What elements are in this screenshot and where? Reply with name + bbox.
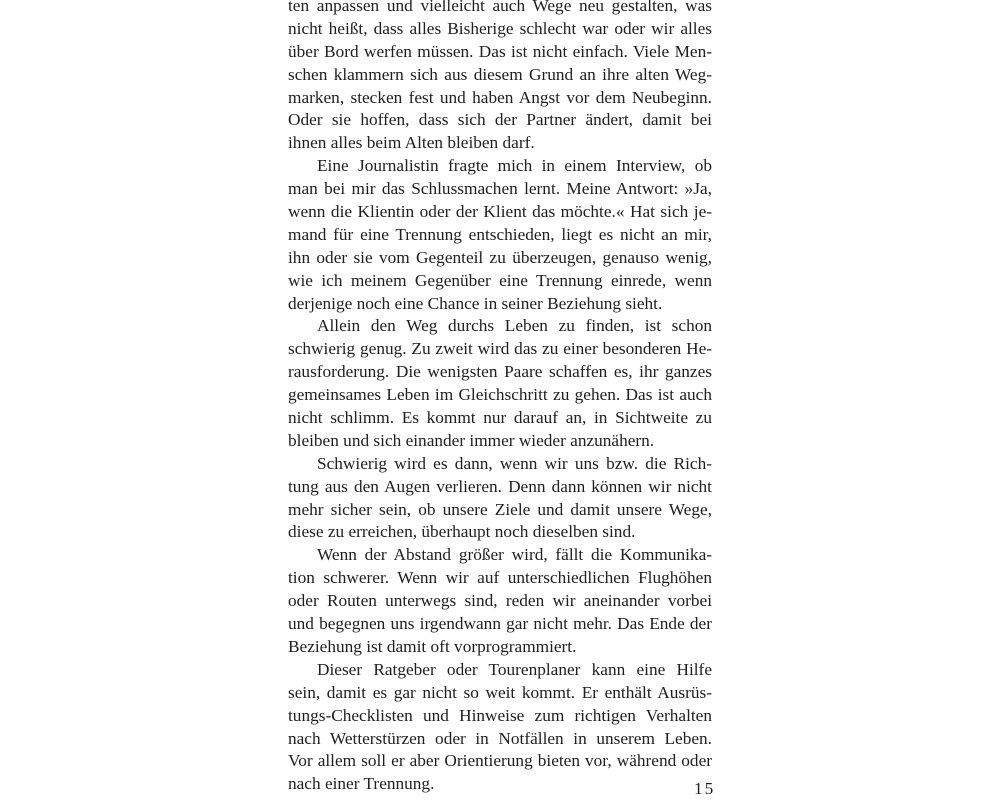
- text-line: Dieser Ratgeber oder Tourenplaner kann eine Hilfe: [317, 659, 712, 679]
- text-line: Eine Journalistin fragte mich in einem Interview, ob: [317, 156, 712, 176]
- paragraph: [288, 155, 712, 315]
- text-line: nicht heißt, dass alles Bisherige schlecht war oder wir alles: [288, 18, 712, 38]
- text-line: ihn oder sie vom Gegenteil zu überzeugen, genauso wenig,: [288, 247, 712, 267]
- text-line: nicht schlimm. Es kommt nur darauf an, in Sichtweite zu: [288, 408, 712, 428]
- text-line: diese zu erreichen, überhaupt noch dieselben sind.: [288, 522, 636, 542]
- text-line: ten anpassen und vielleicht auch Wege neu gestalten, was: [288, 0, 712, 15]
- text-line: ihnen alles beim Alten bleiben darf.: [288, 133, 535, 153]
- text-line: gemeinsames Leben im Gleichschritt zu gehen. Das ist auch: [288, 385, 712, 405]
- text-line: tion schwerer. Wenn wir auf unterschiedlichen Flughöhen: [288, 568, 712, 588]
- text-line: mehr sicher sein, ob unsere Ziele und damit unsere Wege,: [288, 499, 712, 519]
- text-line: sein, damit es gar nicht so weit kommt. Er enthält Ausrüs-: [288, 682, 712, 702]
- paragraph: [288, 0, 712, 155]
- text-line: Wenn der Abstand größer wird, fällt die Kommunika-: [317, 545, 712, 565]
- text-line: Allein den Weg durchs Leben zu finden, ist schon: [317, 316, 712, 336]
- paragraph: [288, 659, 712, 796]
- text-line: nach Wetterstürzen oder in Notfällen in unserem Leben.: [288, 728, 712, 748]
- text-line: tungs-Checklisten und Hinweise zum richtigen Verhalten: [288, 705, 712, 725]
- text-line: wenn die Klientin oder der Klient das möchte.« Hat sich je-: [288, 202, 712, 222]
- text-line: schwierig genug. Zu zweit wird das zu einer besonderen He-: [288, 339, 712, 359]
- text-line: und begegnen uns irgendwann gar nicht mehr. Das Ende der: [288, 614, 712, 634]
- text-line: marken, stecken fest und haben Angst vor dem Neubeginn.: [288, 87, 712, 107]
- text-line: über Bord werfen müssen. Das ist nicht einfach. Viele Men-: [288, 41, 712, 61]
- page-number: 15: [694, 779, 716, 798]
- paragraph: [288, 453, 712, 545]
- text-line: rausforderung. Die wenigsten Paare schaffen es, ihr ganzes: [288, 362, 712, 382]
- text-line: Vor allem soll er aber Orientierung bieten vor, während oder: [288, 751, 712, 771]
- text-line: nach einer Trennung.: [288, 774, 435, 794]
- text-line: Beziehung ist damit oft vorprogrammiert.: [288, 636, 577, 656]
- text-line: bleiben und sich einander immer wieder anzunähern.: [288, 430, 655, 450]
- text-line: Oder sie hoffen, dass sich der Partner ändert, damit bei: [288, 110, 712, 130]
- text-line: tung aus den Augen verlieren. Denn dann können wir nicht: [288, 476, 712, 496]
- text-line: wie ich meinem Gegenüber eine Trennung einrede, wenn: [288, 270, 712, 290]
- text-line: schen klammern sich aus diesem Grund an ihre alten Weg-: [288, 64, 712, 84]
- text-line: derjenige noch eine Chance in seiner Beziehung sieht.: [288, 293, 663, 313]
- text-line: oder Routen unterwegs sind, reden wir aneinander vorbei: [288, 591, 712, 611]
- body-text: [288, 0, 712, 796]
- text-line: man bei mir das Schlussmachen lernt. Meine Antwort: »Ja,: [288, 179, 712, 199]
- paragraph: [288, 315, 712, 452]
- text-line: Schwierig wird es dann, wenn wir uns bzw. die Rich-: [317, 453, 712, 473]
- paragraph: [288, 544, 712, 658]
- text-line: mand für eine Trennung entschieden, liegt es nicht an mir,: [288, 224, 712, 244]
